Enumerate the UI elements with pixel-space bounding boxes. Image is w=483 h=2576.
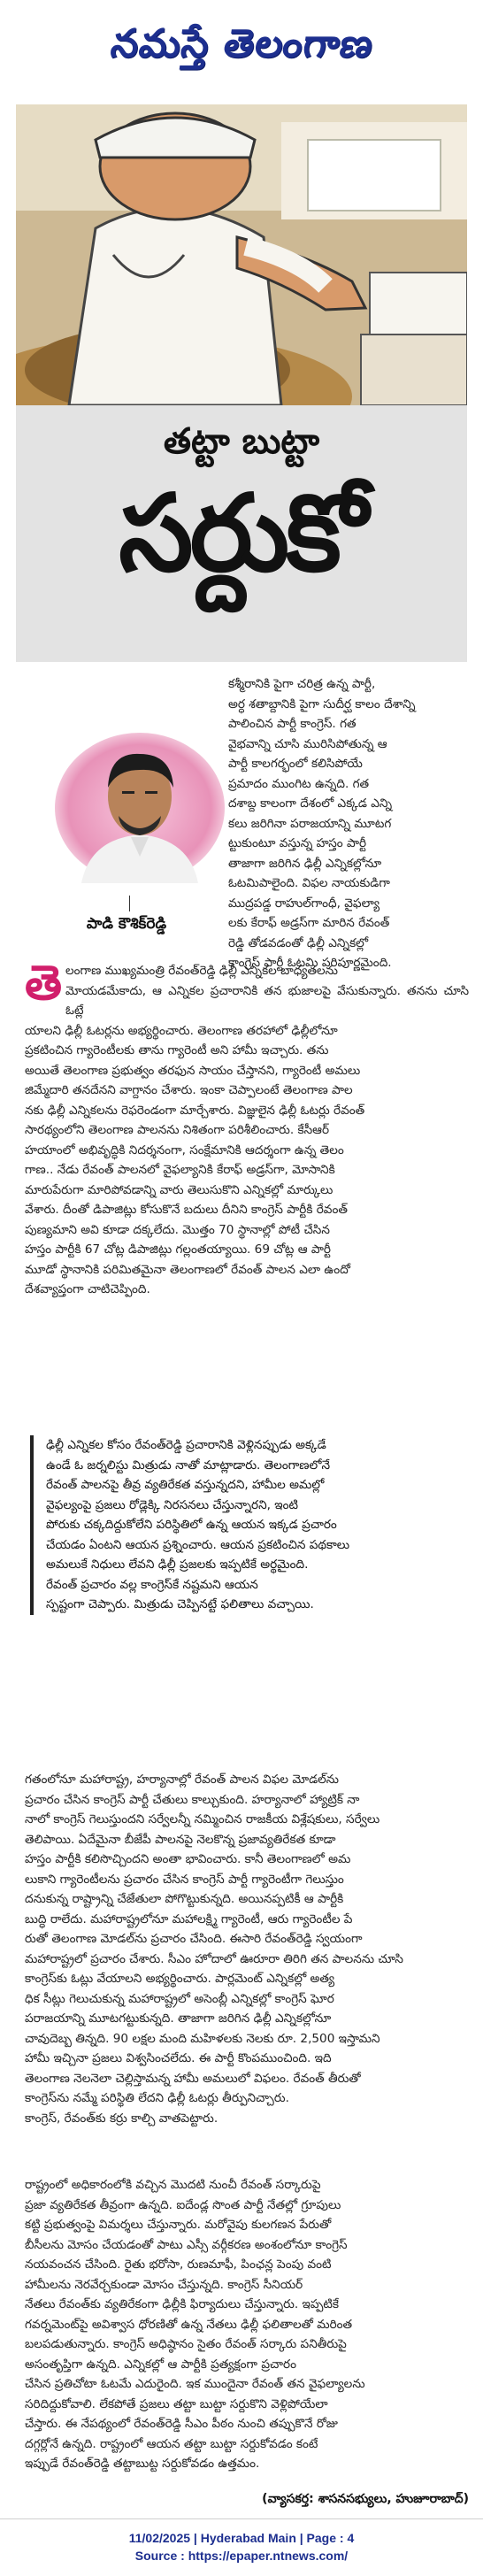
author-photo-image [55, 733, 225, 883]
article-paragraph: లంగాణ ముఖ్యమంత్రి రేవంత్‌రెడ్డి ఢిల్లీ ఎన్నికల బాధ్యతలను మోయడమేకాదు, ఆ ఎన్నికల ప్రచారానికి తన భుజాలపై వేసుకున్నారు. తనను చూసి ఓట్లే యాలని ఢిల్లీ ఓటర్లను అభ్యర్థించారు. తెలంగాణ తరహాలో ఢిల్లీలోనూ ప్రకటించిన గ్యారెంటీలకు తాను గ్యారెంటీ అని హామీ ఇచ్చారు. తను అయితే తెలంగాణ ప్రభుత్వం తరఫున సాయం చేస్తానని, గ్యారెంటీ అమలు జిమ్మేదారి తనదేనని వాగ్దానం చేశారు. ఇంకా చెప్పాలంటే తెలంగాణ పాల నకు ఢిల్లీ ఎన్నికలను రెఫరెండంగా మార్చేశారు. విజ్ఞులైన ఢిల్లీ ఓటర్లు రేవంత్‌ సారథ్యంలోని తెలంగాణ పాలనను నిశితంగా పరిశీలించారు. కేసీఆర్‌ హయాంలో అభివృద్ధికి నిదర్శనంగా, సంక్షేమానికి ఆదర్శంగా ఉన్న తెలం గాణ.. నేడు రేవంత్‌ పాలనలో వైఫల్యానికి కేరాఫ్‌ అడ్రస్‌గా, మోసానికి మారుపేరుగా మారిపోవడాన్ని వారు తెలుసుకొని ఎన్నికల్లో మార్కులు వేశారు. దీంతో డిపాజిట్లు కోసుకొనే బదులు దీనిని కాంగ్రెస్‌ పార్టీకి రేవంత్‌ పుణ్యమాని అవి కూడా దక్కలేదు. మొత్తం 70 స్థానాల్లో పోటీ చేసిన హస్తం పార్టీకి 67 చోట్ల డిపాజిట్లు గల్లంతయ్యాయి. 69 చోట్ల ఆ పార్టీ మూడో స్థానానికి పరిమితమైనా తెలంగాణలో రేవంత్‌ పాలన ఎలా ఉందో దేశవ్యాప్తంగా చాటిచెప్పింది. [25, 964, 469, 1296]
pull-quote-text: ఢిల్లీ ఎన్నికల కోసం రేవంత్‌రెడ్డి ప్రచారానికి వెళ్లినప్పుడు అక్కడే ఉండే ఓ జర్నలిస్టు మిత్రుడు నాతో మాట్లాడారు. తెలంగాణలోనే రేవంత్‌ పాలనపై తీవ్ర వ్యతిరేకత వస్తున్నదని, హామీల అమల్లో వైఫల్యంపై ప్రజలు రోడ్లెక్కి నిరసనలు చేస్తున్నారని, ఇంటి పోరుకు చక్కదిద్దుకోలేని పరిస్థితిలో ఉన్న ఆయన ఇక్కడ ప్రచారం చేయడం ఏంటని ఆయన ప్రశ్నించారు. ఆయన ప్రకటించిన పథకాలు అమలుకే నిధులు లేవని ఢిల్లీ ప్రజలకు ఇప్పటికే అర్థమైంది. రేవంత్‌ ప్రచారం వల్ల కాంగ్రెస్‌కే నష్టమని ఆయన స్పష్టంగా చెప్పారు. మిత్రుడు చెప్పినట్టే ఫలితాలు వచ్చాయి. [46, 1438, 350, 1611]
headline-main: సర్దుకో [119, 473, 364, 596]
footer-edition-info: 11/02/2025 | Hyderabad Main | Page : 4 [128, 2531, 355, 2545]
newspaper-title: నమస్తే తెలంగాణ [108, 21, 377, 66]
masthead [0, 0, 483, 97]
intro-paragraph: కశ్మీరానికి పైగా చరిత్ర ఉన్న పార్టీ, అర్ధ శతాబ్దానికి పైగా సుదీర్ఘ కాలం దేశాన్ని పాలించిన పార్టీ కాంగ్రెస్‌. గత వైభవాన్ని చూసి మురిసిపోతున్న ఆ పార్టీ కాలగర్భంలో కలిసిపోయే ప్రమాదం ముంగిట ఉన్నది. గత దశాబ్ద కాలంగా దేశంలో ఎక్కడ ఎన్ని కలు జరిగినా పరాజయాన్ని మూటగ ట్టుకుంటూ వస్తున్న హస్తం పార్టీ తాజాగా జరిగిన ఢిల్లీ ఎన్నికల్లోనూ ఓటమిపాలైంది. విఫల నాయకుడిగా ముద్రపడ్డ రాహుల్‌గాంధీ, వైఫల్యా లకు కేరాఫ్‌ అడ్రస్‌గా మారిన రేవంత్‌ రెడ్డి తోడవడంతో ఢిల్లీ ఎన్నికల్లో కాంగ్రెస్‌ పార్టీ ఓటమి పరిపూర్ణమైంది. [228, 677, 416, 970]
author-portrait [55, 733, 225, 883]
headline-kicker: తట్టా బుట్టా [163, 421, 320, 462]
cartoon-illustration [16, 104, 467, 405]
author-credit: (వ్యాసకర్త: శాసనసభ్యులు, హుజూరాబాద్‌) [262, 2492, 469, 2506]
drop-cap: తె [25, 955, 63, 1011]
pull-quote [30, 1435, 467, 1615]
article-paragraph: గతంలోనూ మహారాష్ట్ర, హర్యానాల్లో రేవంత్‌ పాలన విఫల మోడల్‌ను ప్రచారం చేసిన కాంగ్రెస్‌ పార్టీ చేతులు కాల్చుకుంది. హర్యానాలో హ్యాట్రిక్‌ నా నాలో కాంగ్రెస్‌ గెలుస్తుందని సర్వేలన్నీ నమ్మించిన రాజకీయ విశ్లేషకులు, సర్వేలు తెలిపాయి. ఏదేమైనా బీజేపీ పాలనపై నెలకొన్న ప్రజావ్యతిరేకత కూడా హస్తం పార్టీకి కలిసొచ్చిందని అంతా భావించారు. కానీ తెలంగాణలో అమ లుకాని గ్యారెంటీలను ప్రచారం చేసిన కాంగ్రెస్‌ పార్టీ గ్యారెంటీగా గెలుస్తుం దనుకున్న రాష్ట్రాన్ని చేజేతులా పోగొట్టుకున్నది. అయినప్పటికీ ఆ పార్టీకి బుద్ధి రాలేదు. మహారాష్ట్రలోనూ మహాలక్ష్మి గ్యారెంటీ, ఆరు గ్యారెంటీల పే రుతో తెలంగాణ మోడల్‌ను ప్రచారం చేసింది. ఈసారి రేవంత్‌రెడ్డి స్వయంగా మహారాష్ట్రలో ప్రచారం చేశారు. సీఎం హోదాలో ఊరూరా తిరిగి తన పాలనను చూసి కాంగ్రెస్‌కు ఓట్లు వేయాలని అభ్యర్థించారు. పార్లమెంట్‌ ఎన్నికల్లో అత్య ధిక సీట్లు గెలుచుకున్న మహారాష్ట్రలో అసెంబ్లీ ఎన్నికల్లో కాంగ్రెస్‌ ఘోర పరాజయాన్ని మూటగట్టుకున్నది. తాజాగా జరిగిన ఢిల్లీ ఎన్నికల్లోనూ చావుదెబ్బ తిన్నది. 90 లక్షల మంది మహిళలకు నెలకు రూ. 2,500 ఇస్తామని హామీ ఇచ్చినా ప్రజలు విశ్వసించలేదు. ఈ పార్టీ కొంపముంచింది. ఇది తెలంగాణ నెలనెలా చెల్లిస్తామన్న హామీ అమలులో విఫలం. రేవంత్‌ తీరుతో కాంగ్రెస్‌ను నమ్మే పరిస్థితి లేదని ఢిల్లీ ఓటర్లు తీర్పునిచ్చారు. కాంగ్రెస్‌, రేవంత్‌కు కర్రు కాల్చి వాతపెట్టారు. [25, 1772, 403, 2126]
article-paragraph: రాష్ట్రంలో అధికారంలోకి వచ్చిన మొదటి నుంచీ రేవంత్‌ సర్కారుపై ప్రజా వ్యతిరేకత తీవ్రంగా ఉన్నది. ఐదేండ్ల సొంత పార్టీ నేతల్లో గ్రూపులు కట్టి ప్రభుత్వంపై విమర్శలు చేస్తున్నారు. మరోవైపు కులగణన పేరుతో బీసీలను మోసం చేయడంతో పాటు ఎస్సీ వర్గీకరణ అంశంలోనూ కాంగ్రెస్‌ నయవంచన చేసింది. రైతు భరోసా, రుణమాఫీ, పింఛన్ల పెంపు వంటి హామీలను నెరవేర్చకుండా మోసం చేస్తున్నది. కాంగ్రెస్‌ సీనియర్‌ నేతలు రేవంత్‌కు వ్యతిరేకంగా ఢిల్లీకి ఫిర్యాదులు చేస్తున్నారు. ఇప్పటికే గవర్నమెంట్‌పై అవిశ్వాస ధోరణితో ఉన్న నేతలు ఢిల్లీ ఫలితాలతో మరింత బలపడుతున్నారు. కాంగ్రెస్‌ అధిష్ఠానం సైతం రేవంత్‌ సర్కారు పనితీరుపై అసంతృప్తిగా ఉన్నది. ఎన్నికల్లో ఆ పార్టీకి ప్రత్యక్షంగా ప్రచారం చేసిన ప్రతిచోటా ఓటమే ఎదురైంది. ఇక ముందైనా రేవంత్‌ తన వైఫల్యాలను సరిదిద్దుకోవాలి. లేకపోతే ప్రజలు తట్టా బుట్టా సర్దుకొని వెళ్లిపోయేలా చేస్తారు. ఈ నేపథ్యంలో రేవంత్‌రెడ్డి సీఎం పీఠం నుంచి తప్పుకొనే రోజు దగ్గర్లోనే ఉన్నది. రాష్ట్రంలో ఆయన తట్టా బుట్టా సర్దుకోవడం కంటే ఇప్పుడే రేవంత్‌రెడ్డి తట్టాబుట్ట సర్దుకోవడం ఉత్తమం. [25, 2178, 365, 2471]
byline-divider [129, 896, 130, 911]
headline-box [16, 405, 467, 662]
footer-divider [0, 2518, 483, 2519]
page-footer [0, 2529, 483, 2564]
author-byline: పాడి కౌశిక్‌రెడ్డి [86, 915, 167, 933]
article-body-part-2 [25, 1770, 469, 2128]
intro-column [228, 674, 469, 973]
article-body-part-1 [25, 955, 469, 1300]
politician-cartoon-image [16, 104, 467, 405]
article-body-part-3 [25, 2175, 469, 2474]
footer-source-link[interactable]: Source : https://epaper.ntnews.com/ [134, 2549, 349, 2563]
